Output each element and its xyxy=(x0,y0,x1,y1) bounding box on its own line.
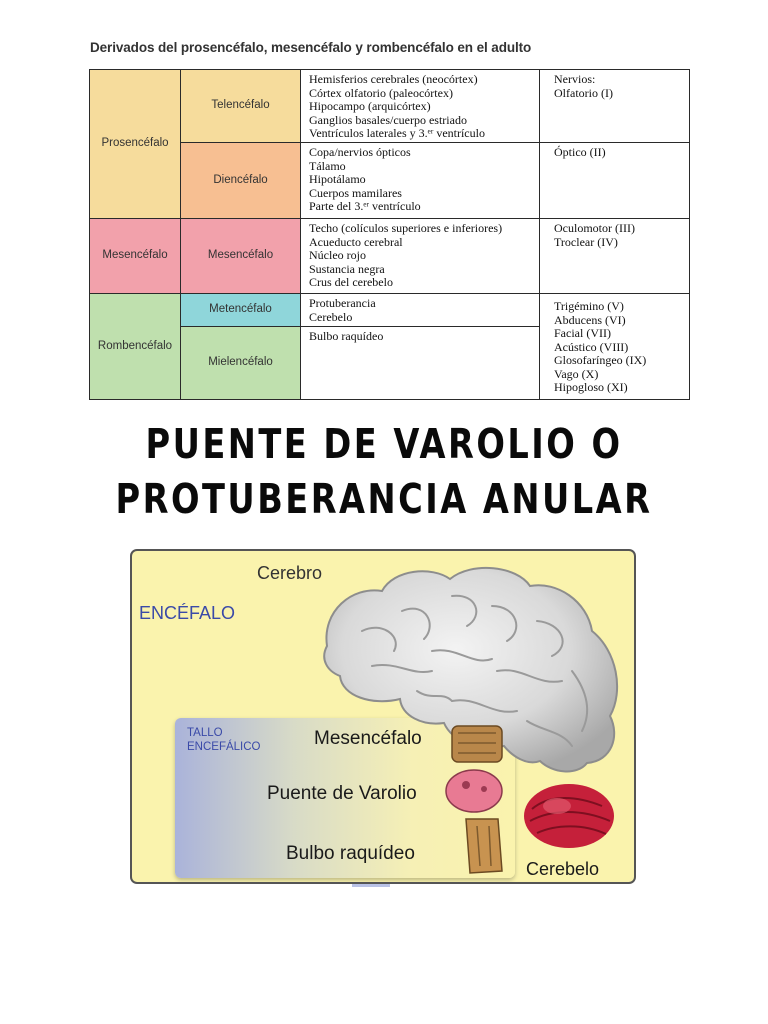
cerebellum-shape xyxy=(524,784,614,848)
nerve-item: Abducens (VI) xyxy=(554,312,626,327)
mesencefalo-label: Mesencéfalo xyxy=(314,728,422,749)
structures-mesencefalo xyxy=(301,219,540,294)
structure-item: Córtex olfatorio (paleocórtex) xyxy=(309,85,453,100)
subdivision-telencefalo: Telencéfalo xyxy=(181,70,301,143)
decorative-stripe xyxy=(352,884,390,887)
structure-item: Hipotálamo xyxy=(309,172,366,186)
tallo-label-line-2: ENCEFÁLICO xyxy=(187,741,261,753)
structure-item: Techo (colículos superiores e inferiores) xyxy=(309,221,503,235)
subdivision-metencefalo: Metencéfalo xyxy=(181,294,301,327)
medulla-shape xyxy=(466,819,502,873)
nerves-mesencefalo xyxy=(540,219,690,294)
structure-item: Protuberancia xyxy=(309,296,376,310)
structures-diencefalo xyxy=(301,143,540,219)
handwritten-title-line-1: PUENTE DE VAROLIO O xyxy=(145,420,623,468)
structure-item: Copa/nervios ópticos xyxy=(309,145,411,159)
encefalo-label: ENCÉFALO xyxy=(139,603,236,623)
nerves-rombencefalo xyxy=(540,294,690,400)
structure-item: Cuerpos mamilares xyxy=(309,185,402,200)
nerves-telencefalo xyxy=(540,70,690,143)
nerve-item: Acústico (VIII) xyxy=(554,339,629,354)
brain-diagram xyxy=(130,549,636,884)
structure-item: Parte del 3.ᵉʳ ventrículo xyxy=(309,199,421,213)
nerve-item: Olfatorio (I) xyxy=(554,85,613,100)
nerve-item: Hipogloso (XI) xyxy=(554,380,628,394)
subdivision-mesencefalo: Mesencéfalo xyxy=(181,219,301,294)
structure-item: Crus del cerebelo xyxy=(309,275,393,289)
tallo-encefalico-label xyxy=(187,726,261,754)
region-rombencefalo: Rombencéfalo xyxy=(90,294,181,400)
nerve-item: Troclear (IV) xyxy=(554,234,618,249)
subdivision-diencefalo: Diencéfalo xyxy=(181,143,301,219)
nerve-item: Facial (VII) xyxy=(554,326,611,340)
nerve-item: Trigémino (V) xyxy=(554,299,624,313)
structure-item: Ventrículos laterales y 3.ᵉʳ ventrículo xyxy=(309,126,485,140)
structure-item: Núcleo rojo xyxy=(309,248,366,262)
structure-item: Ganglios basales/cuerpo estriado xyxy=(309,112,467,127)
pons-shape xyxy=(446,770,502,812)
subdivision-mielencefalo: Mielencéfalo xyxy=(181,327,301,400)
cerebelo-label: Cerebelo xyxy=(526,859,600,879)
structure-item: Cerebelo xyxy=(309,309,353,324)
structures-metencefalo xyxy=(301,294,540,327)
nerve-item: Vago (X) xyxy=(554,366,599,381)
bulbo-label: Bulbo raquídeo xyxy=(286,843,415,864)
structures-mielencefalo xyxy=(301,327,540,400)
structure-item: Tálamo xyxy=(309,158,346,173)
structure-item: Acueducto cerebral xyxy=(309,234,403,249)
brain-illustration xyxy=(132,551,636,884)
table-caption: Derivados del prosencéfalo, mesencéfalo y rombencéfalo en el adulto xyxy=(90,40,532,55)
tallo-label-line-1: TALLO xyxy=(187,727,223,739)
region-mesencefalo: Mesencéfalo xyxy=(90,219,181,294)
handwritten-title-line-2: PROTUBERANCIA ANULAR xyxy=(115,475,653,523)
nerve-item: Glosofaríngeo (IX) xyxy=(554,353,647,367)
midbrain-shape xyxy=(452,726,502,762)
nerve-item: Oculomotor (III) xyxy=(554,221,635,235)
structure-item: Sustancia negra xyxy=(309,261,385,276)
nerve-item: Nervios: xyxy=(554,72,596,86)
structure-item: Hemisferios cerebrales (neocórtex) xyxy=(309,72,478,86)
structure-item: Bulbo raquídeo xyxy=(309,329,384,343)
cerebro-label: Cerebro xyxy=(257,563,323,583)
region-prosencefalo: Prosencéfalo xyxy=(90,70,181,219)
nerve-item: Óptico (II) xyxy=(554,145,606,159)
derivatives-table xyxy=(89,69,690,400)
structure-item: Hipocampo (arquicórtex) xyxy=(309,99,431,113)
nerves-diencefalo xyxy=(540,143,690,219)
puente-label: Puente de Varolio xyxy=(267,783,417,804)
structures-telencefalo xyxy=(301,70,540,143)
